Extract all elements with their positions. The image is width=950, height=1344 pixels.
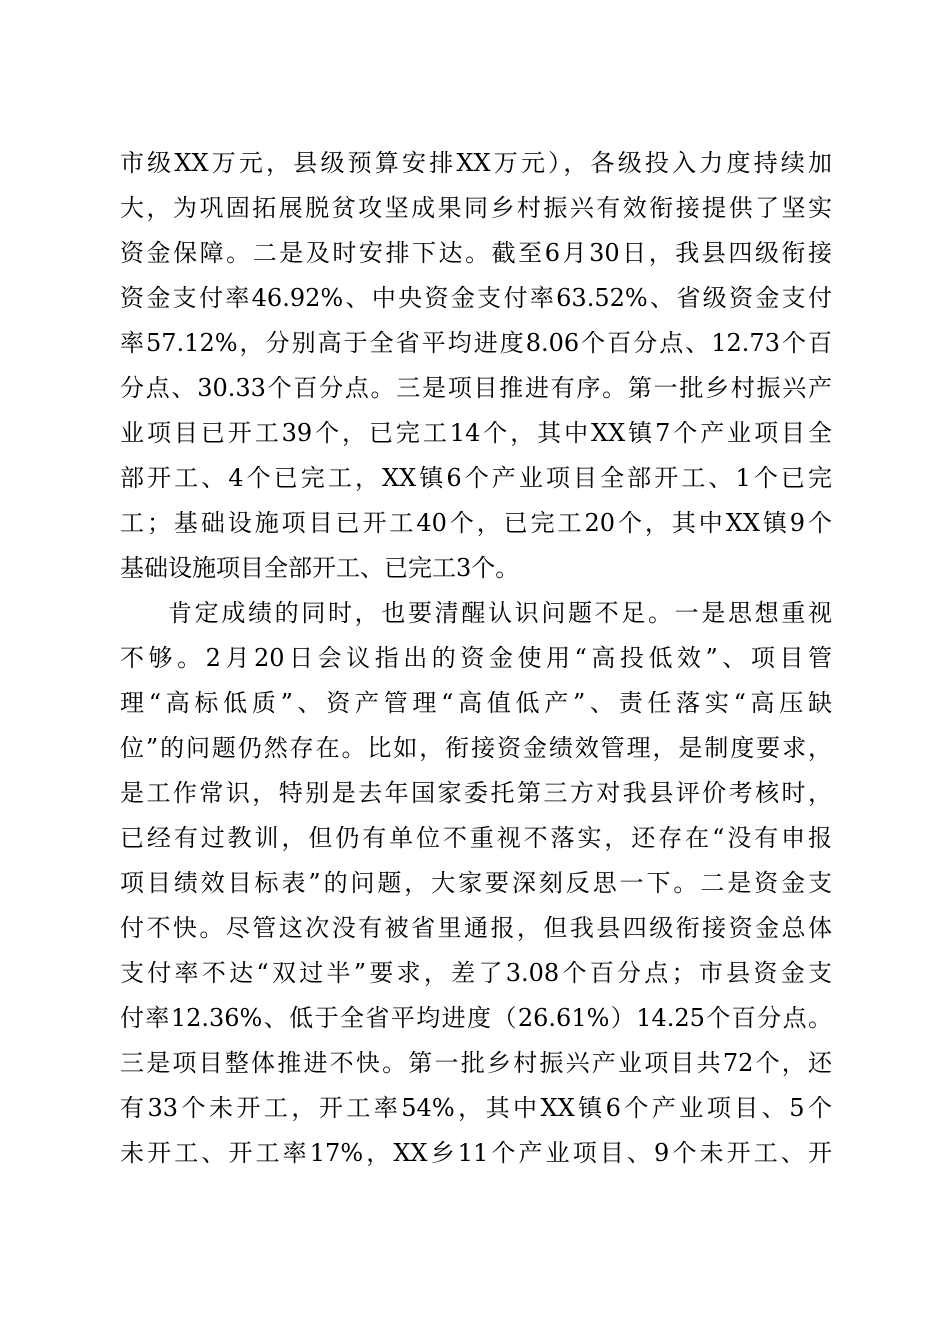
text-line: 分点、30.33个百分点。三是项目推进有序。第一批乡村振兴产 xyxy=(120,374,832,402)
text-line: 资金保障。二是及时安排下达。截至6月30日，我县四级衔接 xyxy=(120,239,832,267)
body-text xyxy=(120,141,832,1176)
text-line: 部开工、4个已完工，XX镇6个产业项目全部开工、1个已完 xyxy=(120,464,832,492)
text-line: 位”的问题仍然存在。比如，衔接资金绩效管理，是制度要求， xyxy=(120,734,832,762)
text-line: 基础设施项目全部开工、已完工3个。 xyxy=(120,554,520,582)
text-line: 资金支付率46.92%、中央资金支付率63.52%、省级资金支付 xyxy=(120,284,832,312)
paragraph-problems xyxy=(120,591,832,1176)
text-line: 项目绩效目标表”的问题，大家要深刻反思一下。二是资金支 xyxy=(120,869,832,897)
text-line: 付不快。尽管这次没有被省里通报，但我县四级衔接资金总体 xyxy=(120,914,832,942)
text-line: 肯定成绩的同时，也要清醒认识问题不足。一是思想重视 xyxy=(168,599,832,627)
text-line: 理“高标低质”、资产管理“高值低产”、责任落实“高压缺 xyxy=(120,689,832,717)
text-line: 三是项目整体推进不快。第一批乡村振兴产业项目共72个，还 xyxy=(120,1049,832,1077)
text-line: 有33个未开工，开工率54%，其中XX镇6个产业项目、5个 xyxy=(120,1094,832,1122)
text-line: 大，为巩固拓展脱贫攻坚成果同乡村振兴有效衔接提供了坚实 xyxy=(120,194,832,222)
text-line: 不够。2月20日会议指出的资金使用“高投低效”、项目管 xyxy=(120,644,832,672)
text-line: 已经有过教训，但仍有单位不重视不落实，还存在“没有申报 xyxy=(120,824,832,852)
text-line: 未开工、开工率17%，XX乡11个产业项目、9个未开工、开 xyxy=(120,1139,832,1167)
paragraph-achievements xyxy=(120,141,832,591)
text-line: 市级XX万元，县级预算安排XX万元），各级投入力度持续加 xyxy=(120,149,832,177)
text-line: 率57.12%，分别高于全省平均进度8.06个百分点、12.73个百 xyxy=(120,329,832,357)
text-line: 支付率不达“双过半”要求，差了3.08个百分点；市县资金支 xyxy=(120,959,832,987)
text-line: 工；基础设施项目已开工40个，已完工20个，其中XX镇9个 xyxy=(120,509,832,537)
text-line: 是工作常识，特别是去年国家委托第三方对我县评价考核时， xyxy=(120,779,832,807)
text-line: 付率12.36%、低于全省平均进度（26.61%）14.25个百分点。 xyxy=(120,1004,832,1032)
text-line: 业项目已开工39个，已完工14个，其中XX镇7个产业项目全 xyxy=(120,419,832,447)
